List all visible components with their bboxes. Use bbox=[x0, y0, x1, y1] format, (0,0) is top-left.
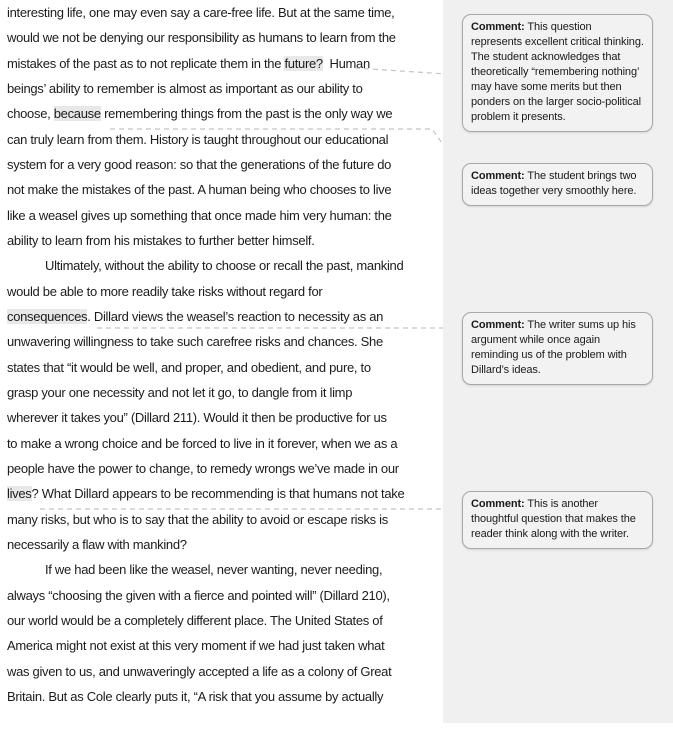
text-line: to make a wrong choice and be forced to live in it forever, when we as a bbox=[7, 435, 398, 451]
text-line: Ultimately, without the ability to choose or recall the past, mankind bbox=[45, 258, 404, 274]
comment-anchor-highlight: future? bbox=[284, 55, 323, 71]
comment-text: The writer sums up his argument while once again reminding us of the problem with Dillard’s ideas. bbox=[471, 319, 636, 376]
comment-bubble bbox=[462, 312, 653, 385]
text-line: grasp your one necessity and not let it go, to dangle from it limp bbox=[7, 384, 353, 400]
comment-bubble bbox=[462, 163, 653, 206]
essay-text bbox=[7, 3, 443, 712]
comment-text: This question represents excellent critical thinking. The student acknowledges that theoretically “remembering nothing’ may have some merits but then ponders on the larger socio-political problem it presents. bbox=[471, 21, 644, 123]
text-line: unwavering willingness to take such carefree risks and chances. She bbox=[7, 334, 383, 350]
comment-anchor-highlight: because bbox=[53, 106, 101, 122]
text-line: our world would be a completely different place. The United States of bbox=[7, 612, 383, 628]
comment-label: Comment: bbox=[471, 498, 525, 510]
text-line: necessarily a flaw with mankind? bbox=[7, 536, 187, 552]
text-line: always “choosing the given with a fierce and pointed will” (Dillard 210), bbox=[7, 587, 390, 603]
text-line: many risks, but who is to say that the ability to avoid or escape risks is bbox=[7, 511, 388, 527]
text-line: people have the power to change, to remedy wrongs we’ve made in our bbox=[7, 460, 399, 476]
comment-text: This is another thoughtful question that makes the reader think along with the writer. bbox=[471, 498, 636, 540]
text-line: Britain. But as Cole clearly puts it, “A risk that you assume by actually bbox=[7, 688, 384, 704]
text-line: If we had been like the weasel, never wanting, never needing, bbox=[45, 562, 383, 578]
text-line: choose, because remembering things from the past is the only way we bbox=[7, 106, 393, 122]
text-line: states that “it would be well, and proper, and obedient, and pure, to bbox=[7, 359, 371, 375]
text-line: America might not exist at this very moment if we had just taken what bbox=[7, 638, 385, 654]
comment-bubble bbox=[462, 14, 653, 132]
text-line: would we not be denying our responsibility as humans to learn from the bbox=[7, 30, 396, 46]
comments-panel bbox=[443, 0, 673, 723]
text-line: system for a very good reason: so that the generations of the future do bbox=[7, 156, 392, 172]
comment-anchor-highlight: consequences bbox=[7, 308, 88, 324]
text-line: ability to learn from his mistakes to further better himself. bbox=[7, 232, 315, 248]
text-line: like a weasel gives up something that once made him very human: the bbox=[7, 207, 392, 223]
comment-label: Comment: bbox=[471, 21, 525, 33]
text-line: wherever it takes you” (Dillard 211). Would it then be productive for us bbox=[7, 410, 387, 426]
comment-text: The student brings two ideas together very smoothly here. bbox=[471, 170, 637, 197]
comment-label: Comment: bbox=[471, 319, 525, 331]
text-line: was given to us, and unwaveringly accepted a life as a colony of Great bbox=[7, 663, 392, 679]
text-line: beings’ ability to remember is almost as important as our ability to bbox=[7, 80, 363, 96]
comment-bubble bbox=[462, 491, 653, 549]
comment-label: Comment: bbox=[471, 170, 525, 182]
text-line: mistakes of the past as to not replicate them in the future? Human bbox=[7, 55, 370, 71]
text-line: would be able to more readily take risks without regard for bbox=[7, 283, 323, 299]
text-line: lives? What Dillard appears to be recommending is that humans not take bbox=[7, 486, 405, 502]
comment-anchor-highlight: lives bbox=[7, 486, 32, 502]
text-line: interesting life, one may even say a care-free life. But at the same time, bbox=[7, 5, 395, 20]
text-line: not make the mistakes of the past. A human being who chooses to live bbox=[7, 182, 392, 198]
text-line: consequences. Dillard views the weasel’s reaction to necessity as an bbox=[7, 308, 384, 324]
text-line: can truly learn from them. History is taught throughout our educational bbox=[7, 131, 389, 147]
